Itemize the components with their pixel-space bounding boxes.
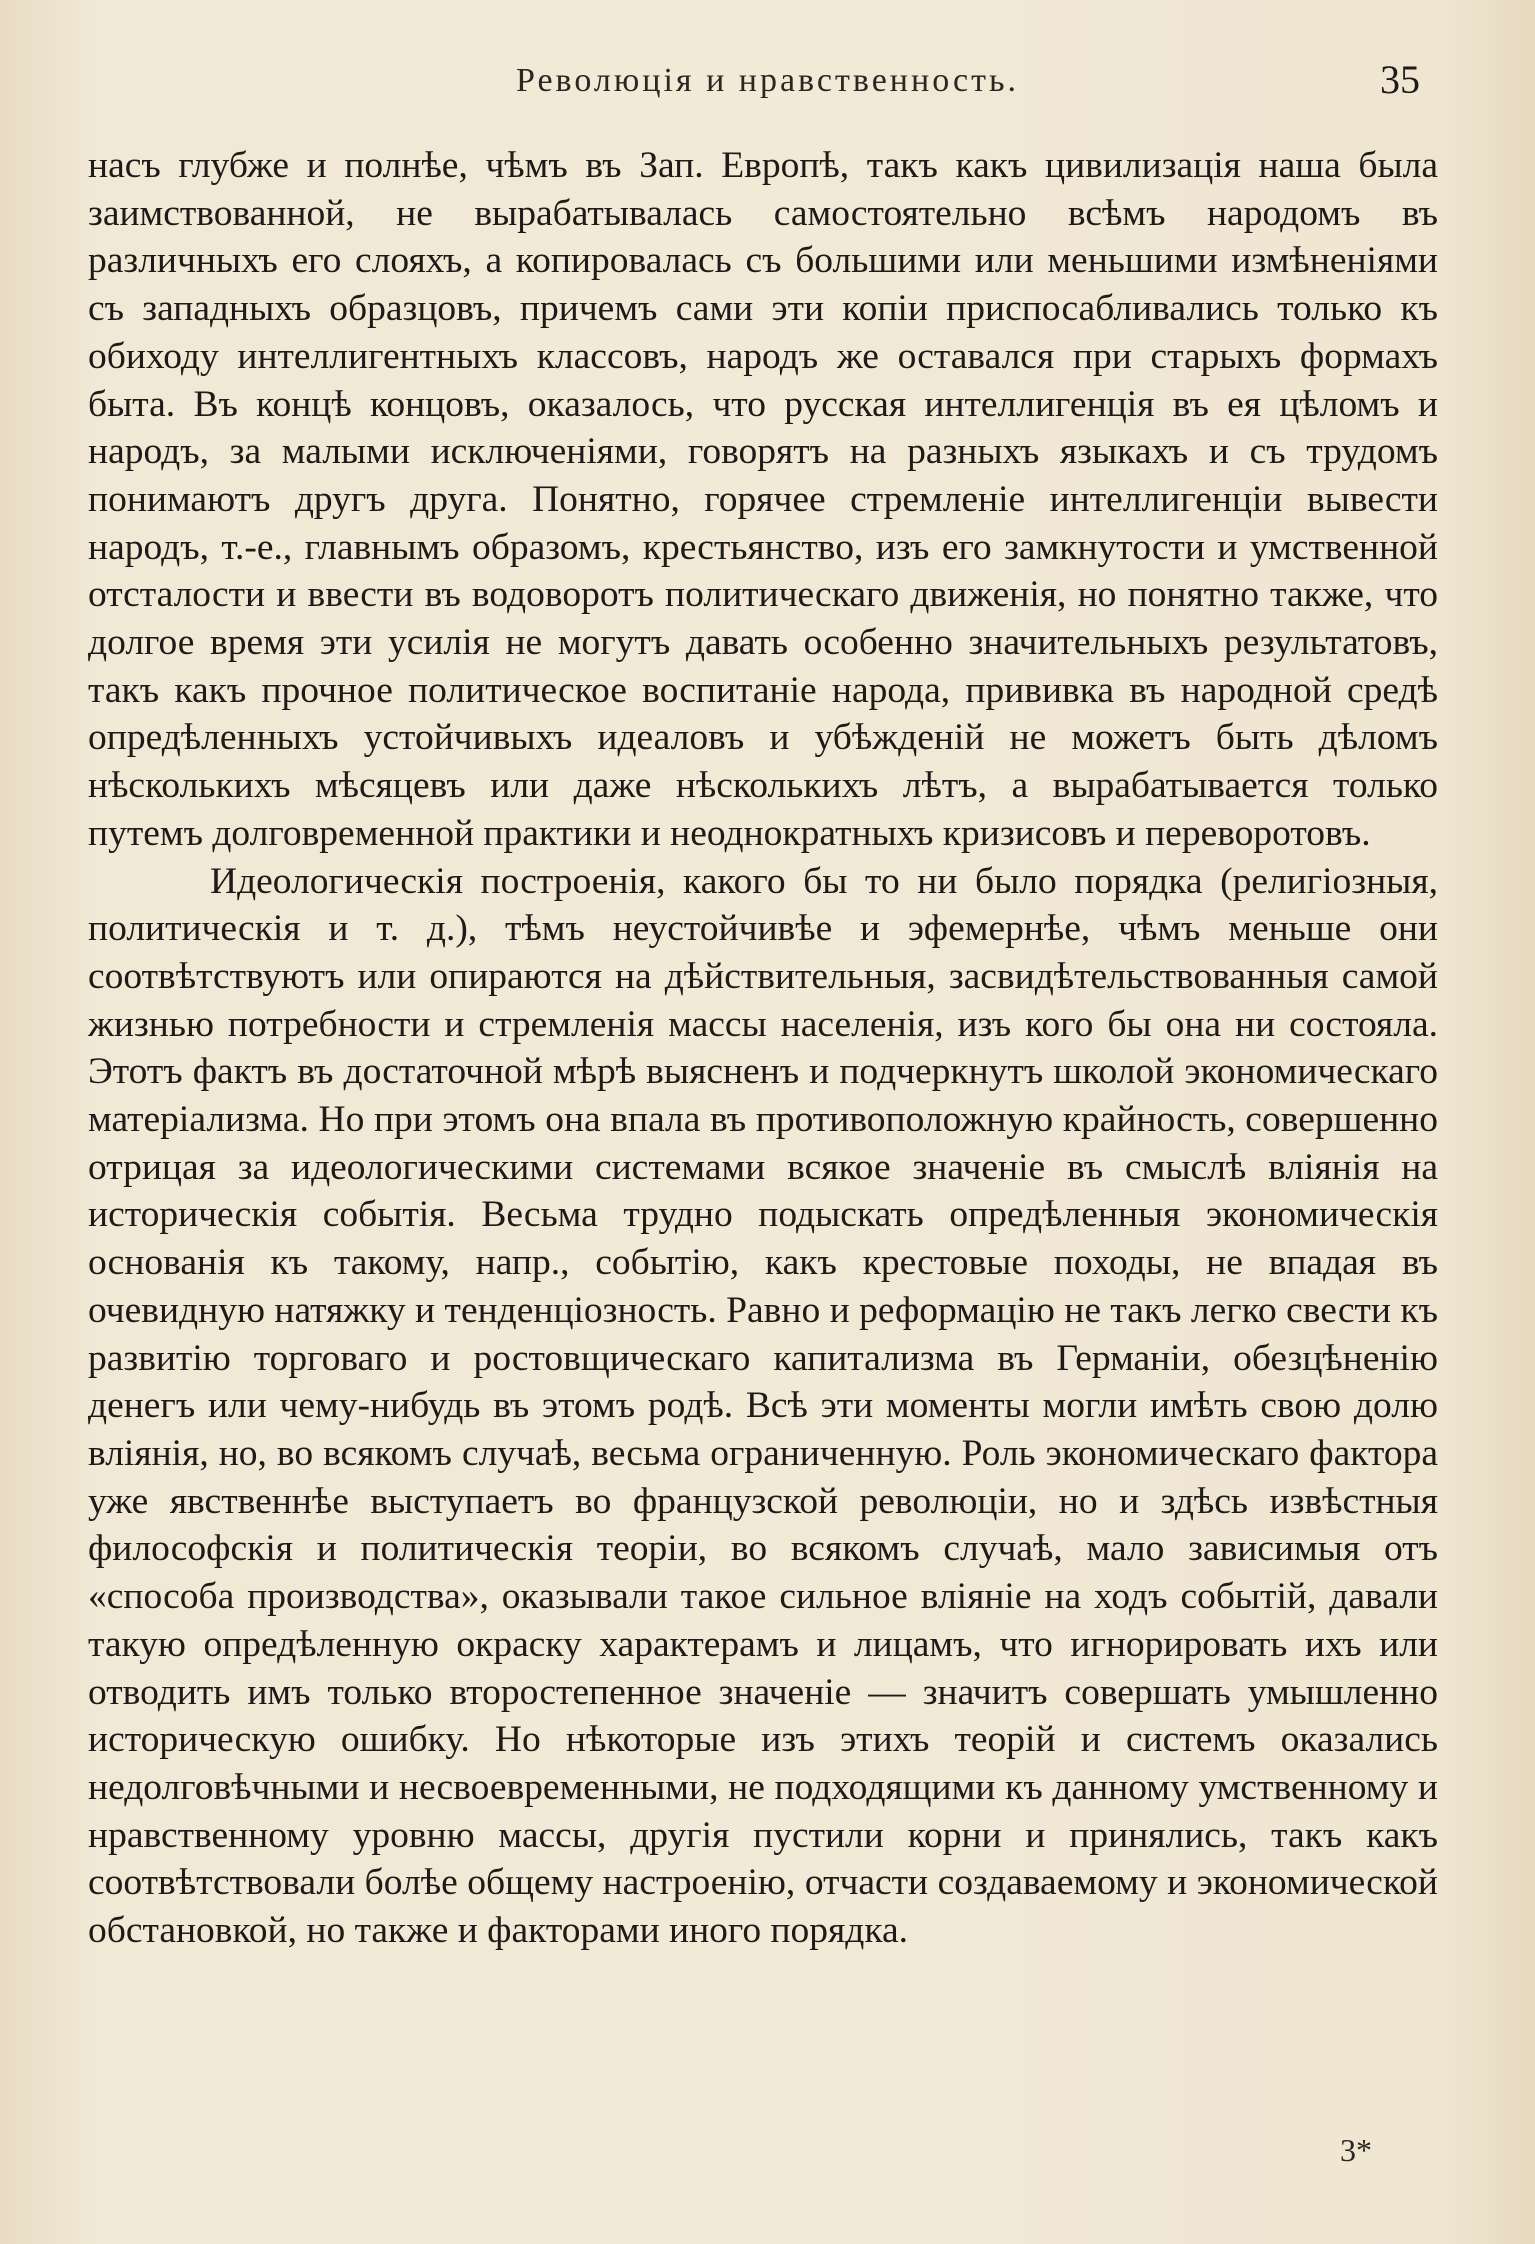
body-text [88,142,1438,1955]
page-number: 35 [1380,57,1420,102]
printer-signature-mark: 3* [1340,2132,1372,2168]
running-title: Революція и нравственность. [516,62,1019,99]
running-head [0,56,1535,116]
paragraph-ideological-constructions: Идеологическія построенія, какого бы то ни было порядка (религіозныя, политическія и т. д.), тѣмъ неустойчивѣе и эфемернѣе, чѣмъ меньше они соотвѣтствуютъ или опираются на дѣйствительныя, засвидѣтельствованныя самой жизнью потребности и стремленія массы населенія, изъ кого бы она ни состояла. Этотъ фактъ въ достаточной мѣрѣ выясненъ и подчеркнутъ школой экономическаго матеріализма. Но при этомъ она впала въ противоположную крайность, совершенно отрицая за идеологическими системами всякое значеніе въ смыслѣ вліянія на историческія событія. Весьма трудно подыскать опредѣленныя экономическія основанія къ такому, напр., событію, какъ крестовые походы, не впадая въ очевидную натяжку и тенденціозность. Равно и реформацію не такъ легко свести къ развитію торговаго и ростовщическаго капитализма въ Германіи, обезцѣненію денегъ или чему-нибудь въ этомъ родѣ. Всѣ эти моменты могли имѣть свою долю вліянія, но, во всякомъ случаѣ, весьма ограниченную. Роль экономическаго фактора уже явственнѣе выступаетъ во французской революціи, но и здѣсь извѣстныя философскія и политическія теоріи, во всякомъ случаѣ, мало зависимыя отъ «способа производства», оказывали такое сильное вліяніе на ходъ событій, давали такую опредѣленную окраску характерамъ и лицамъ, что игнорировать ихъ или отводить имъ только второстепенное значеніе — значитъ совершать умышленно историческую ошибку. Но нѣкоторые изъ этихъ теорій и системъ оказались недолговѣчными и несвоевременными, не подходящими къ данному умственному и нравственному уровню массы, другія пустили корни и принялись, такъ какъ соотвѣтствовали болѣе общему настроенію, отчасти создаваемому и экономической обстановкой, но также и факторами иного порядка. [88,860,1438,1952]
paragraph-continued: насъ глубже и полнѣе, чѣмъ въ Зап. Европѣ, такъ какъ цивилизація наша была заимствованной, не вырабатывалась самостоятельно всѣмъ народомъ въ различныхъ его слояхъ, а копировалась съ большими или меньшими измѣненіями съ западныхъ образцовъ, причемъ сами эти копіи приспосабливались только къ обиходу интеллигентныхъ классовъ, народъ же оставался при старыхъ формахъ быта. Въ концѣ концовъ, оказалось, что русская интеллигенція въ ея цѣломъ и народъ, за малыми исключеніями, говорятъ на разныхъ языкахъ и съ трудомъ понимаютъ другъ друга. Понятно, горячее стремленіе интеллигенціи вывести народъ, т.-е., главнымъ образомъ, крестьянство, изъ его замкнутости и умственной отсталости и ввести въ водоворотъ политическаго движенія, но понятно также, что долгое время эти усилія не могутъ давать особенно значительныхъ результатовъ, такъ какъ прочное политическое воспитаніе народа, прививка въ народной средѣ опредѣленныхъ устойчивыхъ идеаловъ и убѣжденій не можетъ быть дѣломъ нѣсколькихъ мѣсяцевъ или даже нѣсколькихъ лѣтъ, а вырабатывается только путемъ долговременной практики и неоднократныхъ кризисовъ и переворотовъ. [88,145,1438,854]
